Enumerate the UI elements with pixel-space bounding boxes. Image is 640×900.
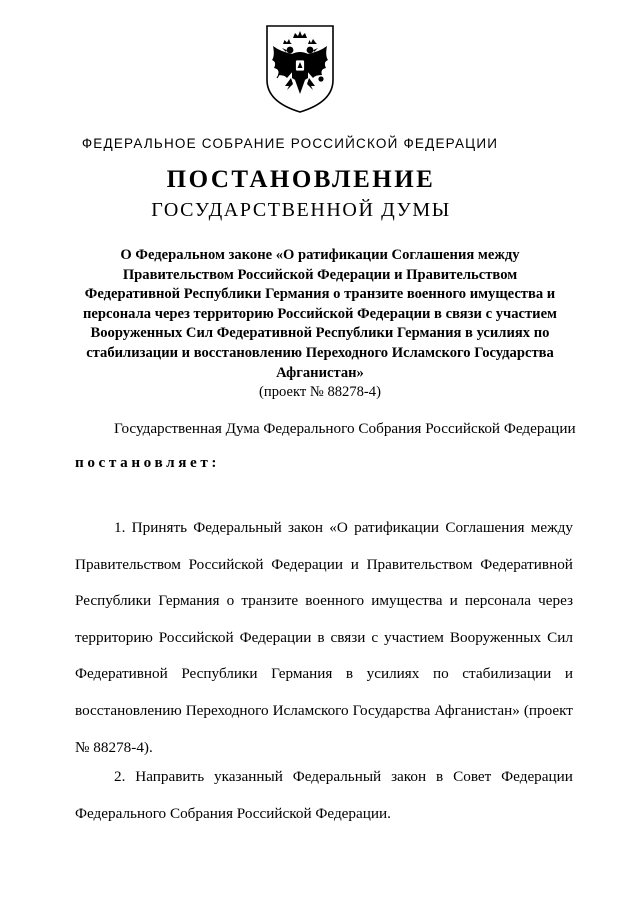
project-number: (проект № 88278-4) xyxy=(259,384,381,401)
preamble: Государственная Дума Федерального Собрания Российской Федерации xyxy=(114,420,576,437)
word: 2. xyxy=(114,768,126,785)
title-line: Вооруженных Сил Федеративной Республики Германия в усилиях по xyxy=(90,325,550,342)
russian-coat-of-arms-icon xyxy=(263,22,337,114)
document-issuer: ГОСУДАРСТВЕННОЙ ДУМЫ xyxy=(151,199,451,221)
word: персонала xyxy=(464,592,531,610)
word: Принять xyxy=(131,519,188,536)
word: Федерации xyxy=(271,555,343,573)
word: Федерации xyxy=(501,768,573,785)
word: Сил xyxy=(547,628,573,646)
title-line: О Федеральном законе «О ратификации Соглашения между xyxy=(120,247,520,263)
item-line xyxy=(75,628,573,665)
word: Соглашения xyxy=(445,519,525,536)
word: Правительством xyxy=(366,555,473,573)
word: связи xyxy=(330,628,366,646)
word: Российской xyxy=(188,555,264,573)
word: через xyxy=(538,592,573,610)
organization-name: ФЕДЕРАЛЬНОЕ СОБРАНИЕ РОССИЙСКОЙ ФЕДЕРАЦИИ xyxy=(81,136,499,151)
title-line: Афганистан» xyxy=(276,364,364,381)
word: (проект xyxy=(523,701,573,719)
word: усилиях xyxy=(366,665,420,683)
word: Германия xyxy=(158,592,220,610)
word: участием xyxy=(384,628,444,646)
word: закон xyxy=(391,768,427,785)
word: Федерации xyxy=(239,628,312,646)
word: имущества xyxy=(371,592,443,610)
word: Российской xyxy=(158,628,234,646)
word: «О xyxy=(329,519,348,536)
word: Правительством xyxy=(75,555,181,573)
word: и xyxy=(564,665,573,683)
word: о xyxy=(226,592,235,610)
word: Государства xyxy=(352,701,431,719)
word: и xyxy=(350,555,359,573)
word: Направить xyxy=(135,768,205,785)
item-line xyxy=(75,518,573,555)
word: в xyxy=(317,628,325,646)
word: Переходного xyxy=(185,701,269,719)
word: Германия xyxy=(271,665,333,683)
item-line xyxy=(75,767,573,804)
word: и xyxy=(449,592,458,610)
item-line: Федерального Собрания Российской Федерации. xyxy=(75,804,391,822)
word: в xyxy=(345,665,354,683)
word: Федеральный xyxy=(193,519,282,536)
word: Афганистан» xyxy=(434,701,520,719)
resolution-item-1 xyxy=(75,518,573,774)
resolves-label: постановляет: xyxy=(75,454,221,471)
title-line: Правительством Российской Федерации и Правительством xyxy=(122,266,518,283)
item-line: № 88278-4). xyxy=(75,738,153,756)
word: Республики xyxy=(181,665,258,683)
word: Федеративной xyxy=(75,665,168,683)
item-line xyxy=(75,701,573,738)
word: Вооруженных xyxy=(449,628,542,646)
word: Республики xyxy=(75,592,152,610)
resolution-title xyxy=(60,246,580,403)
title-line: персонала через территорию Российской Федерации в связи с участием xyxy=(82,305,557,322)
item-line xyxy=(75,591,573,628)
word: закон xyxy=(287,519,324,536)
word: ратификации xyxy=(354,519,440,536)
item-line xyxy=(75,664,573,701)
word: в xyxy=(436,768,444,785)
document-type: ПОСТАНОВЛЕНИЕ xyxy=(166,166,436,193)
word: по xyxy=(432,665,449,683)
word: указанный xyxy=(214,768,283,785)
word: стабилизации xyxy=(462,665,552,683)
word: военного xyxy=(305,592,365,610)
word: Исламского xyxy=(272,701,349,719)
word: 1. xyxy=(114,519,126,536)
word: восстановлению xyxy=(75,701,182,719)
word: территорию xyxy=(75,628,153,646)
word: Федеральный xyxy=(292,768,382,785)
word: между xyxy=(530,519,573,536)
word: Федеративной xyxy=(480,555,573,573)
word: Совет xyxy=(453,768,492,785)
word: транзите xyxy=(241,592,299,610)
title-line: стабилизации и восстановлению Переходного Исламского Государства xyxy=(86,344,554,361)
word: с xyxy=(371,628,379,646)
item-line xyxy=(75,555,573,592)
resolution-item-2 xyxy=(75,767,573,840)
title-line: Федеративной Республики Германия о транзите военного имущества и xyxy=(84,286,556,303)
